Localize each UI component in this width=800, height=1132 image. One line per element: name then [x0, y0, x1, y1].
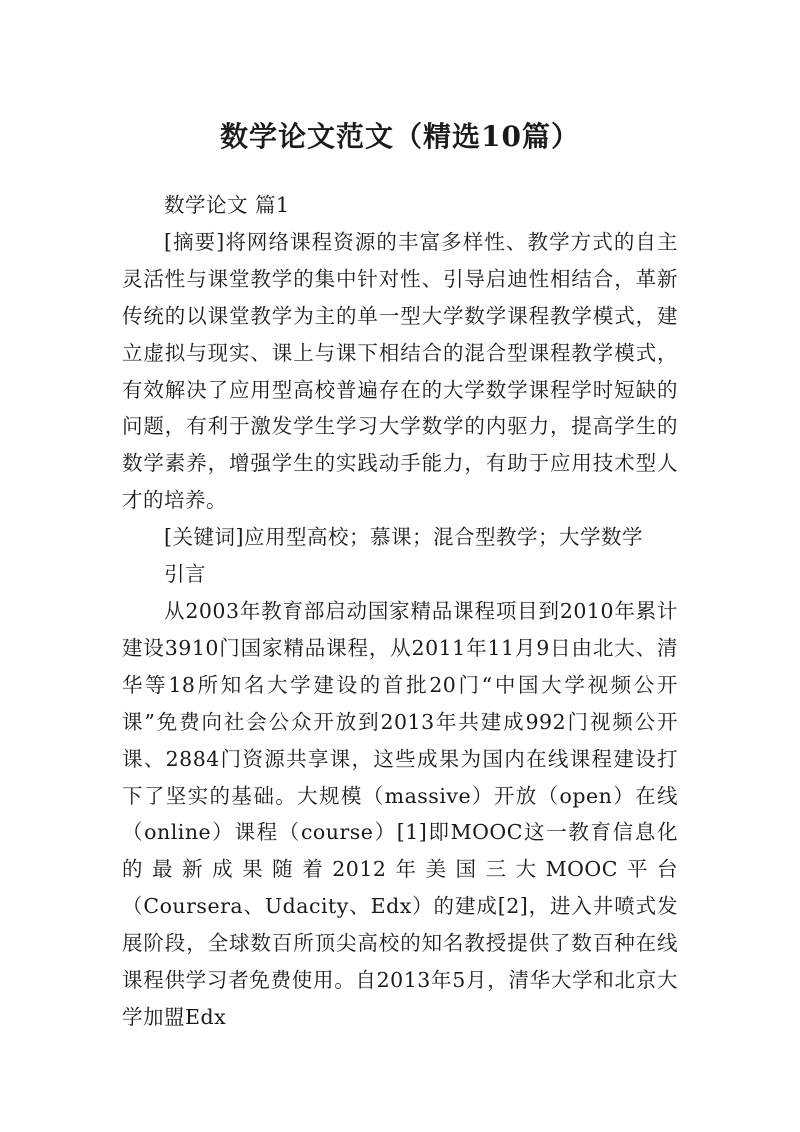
intro-heading: 引言 [164, 562, 206, 587]
section-heading: 数学论文 篇1 [164, 193, 290, 217]
abstract-paragraph: [摘要]将网络课程资源的丰富多样性、教学方式的自主灵活性与课堂教学的集中针对性、引导启迪性相结合，革新传统的以课堂教学为主的单一型大学数学课程教学模式，建立虚拟与现实、课上与课下相结合的混合型课程教学模式，有效解决了应用型高校普遍存在的大学数学课程学时短缺的问题，有利于激发学生学习大学数学的内驱力，提高学生的数学素养，增强学生的实践动手能力，有助于应用技术型人才的培养。 [122, 229, 678, 513]
intro-paragraph: 从2003年教育部启动国家精品课程项目到2010年累计建设3910门国家精品课程，从2011年11月9日由北大、清华等18所知名大学建设的首批20门“中国大学视频公开课”免费向社会公众开放到2013年共建成992门视频公开课、2884门资源共享课，这些成果为国内在线课程建设打下了坚实的基础。大规模（massive）开放（open）在线（online）课程（course）[1]即MOOC这一教育信息化的最新成果随着2012年美国三大MOOC平台（Coursera、Udacity、Edx）的建成[2]，进入井喷式发展阶段，全球数百所顶尖高校的知名教授提供了数百种在线课程供学习者免费使用。自2013年5月，清华大学和北京大学加盟Edx [122, 598, 678, 1029]
document-body [122, 187, 678, 1036]
keywords-paragraph: [关键词]应用型高校；慕课；混合型教学；大学数学 [164, 525, 643, 550]
document-title: 数学论文范文（精选10篇） [220, 119, 580, 153]
